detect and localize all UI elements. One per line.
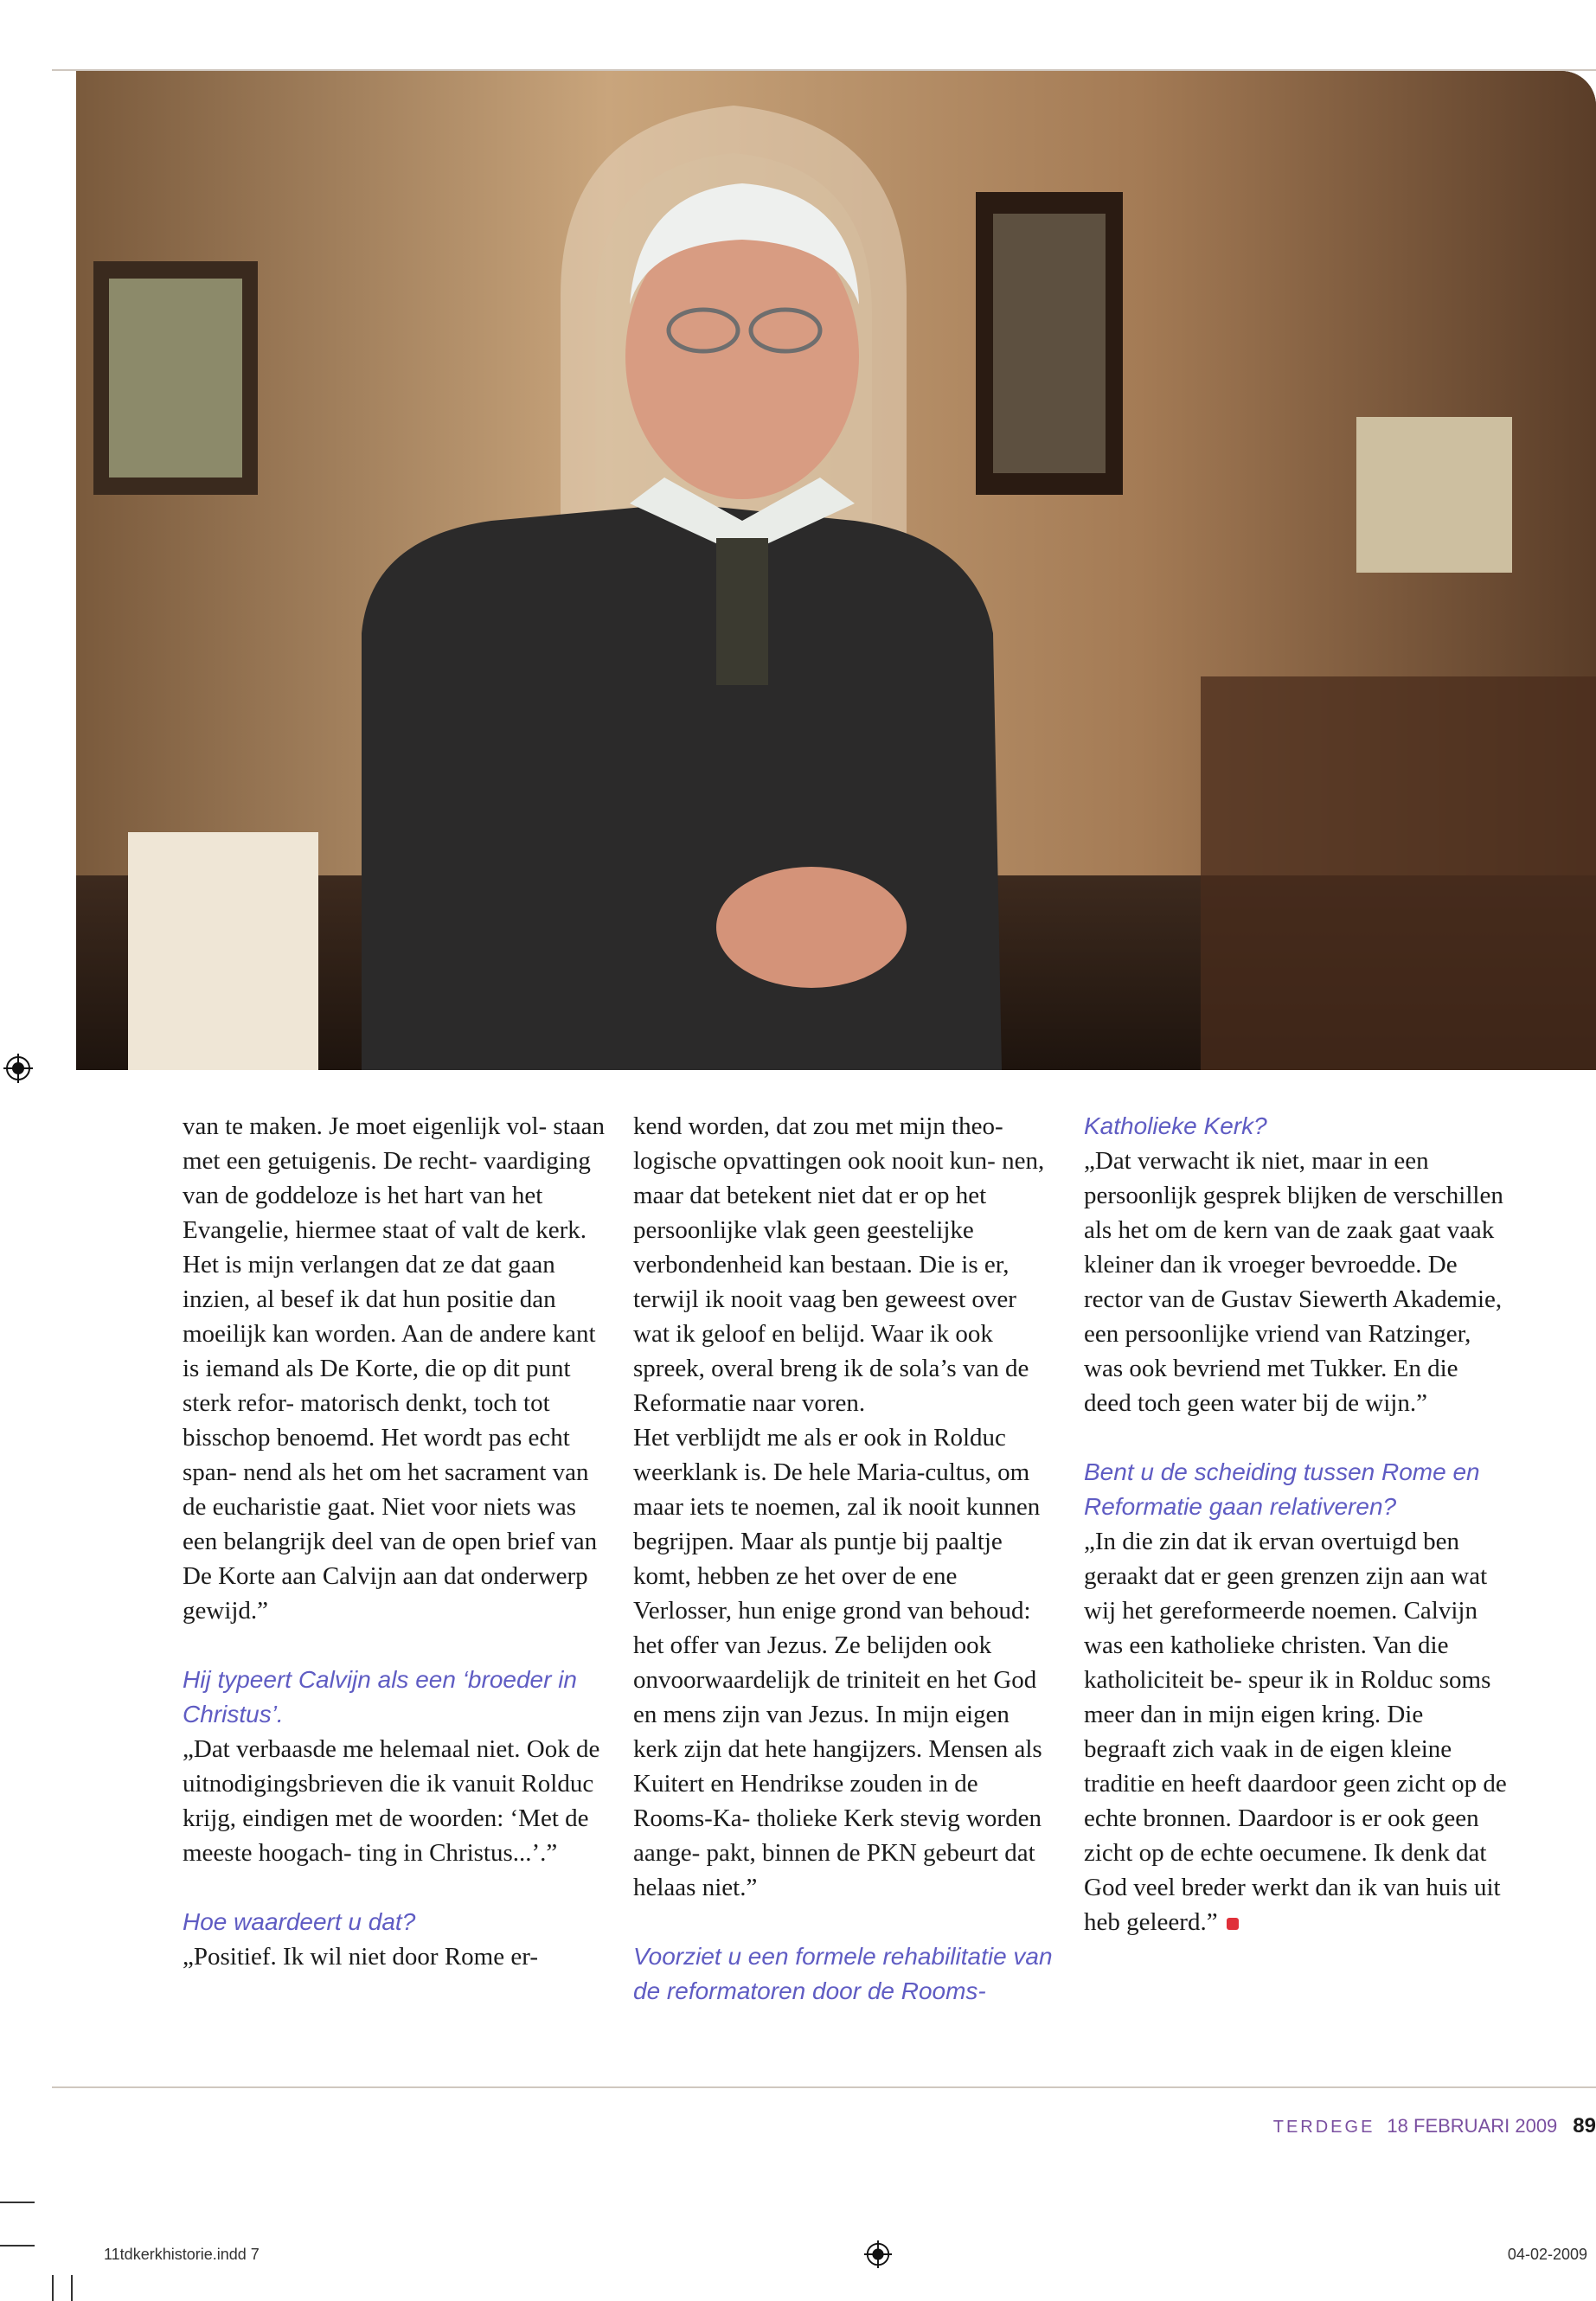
col2-text-1: kend worden, dat zou met mijn theo- logische opvattingen ook nooit kun- nen, maar dat betekent niet dat er op het persoonlijke vlak geen geestelijke verbondenheid kan bestaan. Die is er, terwijl ik nooit vaag ben geweest over wat ik geloof en belijd. Waar ik ook spreek, overal breng ik de sola’s van de Reformatie naar voren. [633,1112,1045,1417]
footer-magazine-name: TERDEGE [1272,2118,1375,2137]
col3-question-2: Bent u de scheiding tussen Rome en Reformatie gaan relativeren? [1084,1458,1480,1520]
col2-text-2: Het verblijdt me als er ook in Rolduc weerklank is. De hele Maria-cultus, om maar iets te noemen, zal ik nooit kunnen begrijpen. Maar als puntje bij paaltje komt, hebben ze het over de ene Verlosser, hun enige grond van behoud: het offer van Jezus. Ze belijden ook onvoorwaardelijk de triniteit en het God en mens zijn van Jezus. In mijn eigen kerk zijn dat hete hangijzers. Mensen als Kuitert en Hendrikse zouden in de Rooms-Ka- tholieke Kerk stevig worden aange- pakt, binnen de PKN gebeurt dat helaas niet.” [633,1424,1042,1901]
col1-question-1: Hij typeert Calvijn als een ‘broeder in Christus’. [183,1666,577,1727]
slug-filename: 11tdkerkhistorie.indd 7 [104,2246,260,2263]
crop-mark [52,2275,54,2301]
bottom-rule [52,2086,1596,2088]
crop-mark [71,2275,73,2301]
article-column-1 [183,1109,608,1974]
col2-question-1: Voorziet u een formele rehabilitatie van de reformatoren door de Rooms- [633,1943,1053,2004]
col3-question-1: Katholieke Kerk? [1084,1112,1267,1139]
col3-text-2-body: „In die zin dat ik ervan overtuigd ben geraakt dat er geen grenzen zijn aan wat wij het gereformeerde noemen. Calvijn was een katholieke christen. Van die katholiciteit be- speur ik in Rolduc soms meer dan in mijn eigen kring. Die begraaft zich vaak in de eigen kleine traditie en heeft daardoor geen zicht op de echte bronnen. Daardoor is er ook geen zicht op de echte oecumene. Ik denk dat God veel breder werkt dan ik van huis uit heb geleerd.” [1084,1528,1507,1936]
crop-mark [0,2202,35,2203]
col3-text-1: „Dat verwacht ik niet, maar in een persoonlijk gesprek blijken de verschillen als het om de kern van de zaak gaat vaak kleiner dan ik vroeger bevroedde. De rector van de Gustav Siewerth Akademie, een persoonlijke vriend van Ratzinger, was ook bevriend met Tukker. En die deed toch geen water bij de wijn.” [1084,1147,1503,1417]
registration-mark-icon [864,2240,892,2268]
footer-page-number: 89 [1573,2114,1596,2138]
col3-text-2 [1084,1524,1509,1939]
page-footer [1273,2114,1596,2149]
end-of-article-mark [1227,1918,1239,1930]
footer-issue-date: 18 FEBRUARI 2009 [1387,2115,1558,2137]
article-photo [76,71,1596,1070]
slug-date: 04-02-2009 [1507,2246,1587,2263]
registration-mark-icon [3,1054,33,1083]
portrait-photo [76,71,1596,1070]
col1-text-3: „Positief. Ik wil niet door Rome er- [183,1943,538,1971]
col1-text-2: „Dat verbaasde me helemaal niet. Ook de uitnodigingsbrieven die ik vanuit Rolduc krijg, eindigen met de woorden: ‘Met de meeste hoogach- ting in Christus...’.” [183,1735,600,1867]
article-column-3 [1084,1109,1509,1939]
col1-text-1: van te maken. Je moet eigenlijk vol- staan met een getuigenis. De recht- vaardiging van de goddeloze is het hart van het Evangelie, hiermee staat of valt de kerk. Het is mijn verlangen dat ze dat gaan inzien, al besef ik dat hun positie dan moeilijk kan worden. Aan de andere kant is iemand als De Korte, die op dit punt sterk refor- matorisch denkt, toch tot bisschop benoemd. Het wordt pas echt span- nend als het om het sacrament van de eucharistie gaat. Niet voor niets was een belangrijk deel van de open brief van De Korte aan Calvijn aan dat onderwerp gewijd.” [183,1112,606,1625]
col1-question-2: Hoe waardeert u dat? [183,1908,416,1935]
crop-mark [0,2245,35,2247]
article-column-2 [633,1109,1059,2009]
